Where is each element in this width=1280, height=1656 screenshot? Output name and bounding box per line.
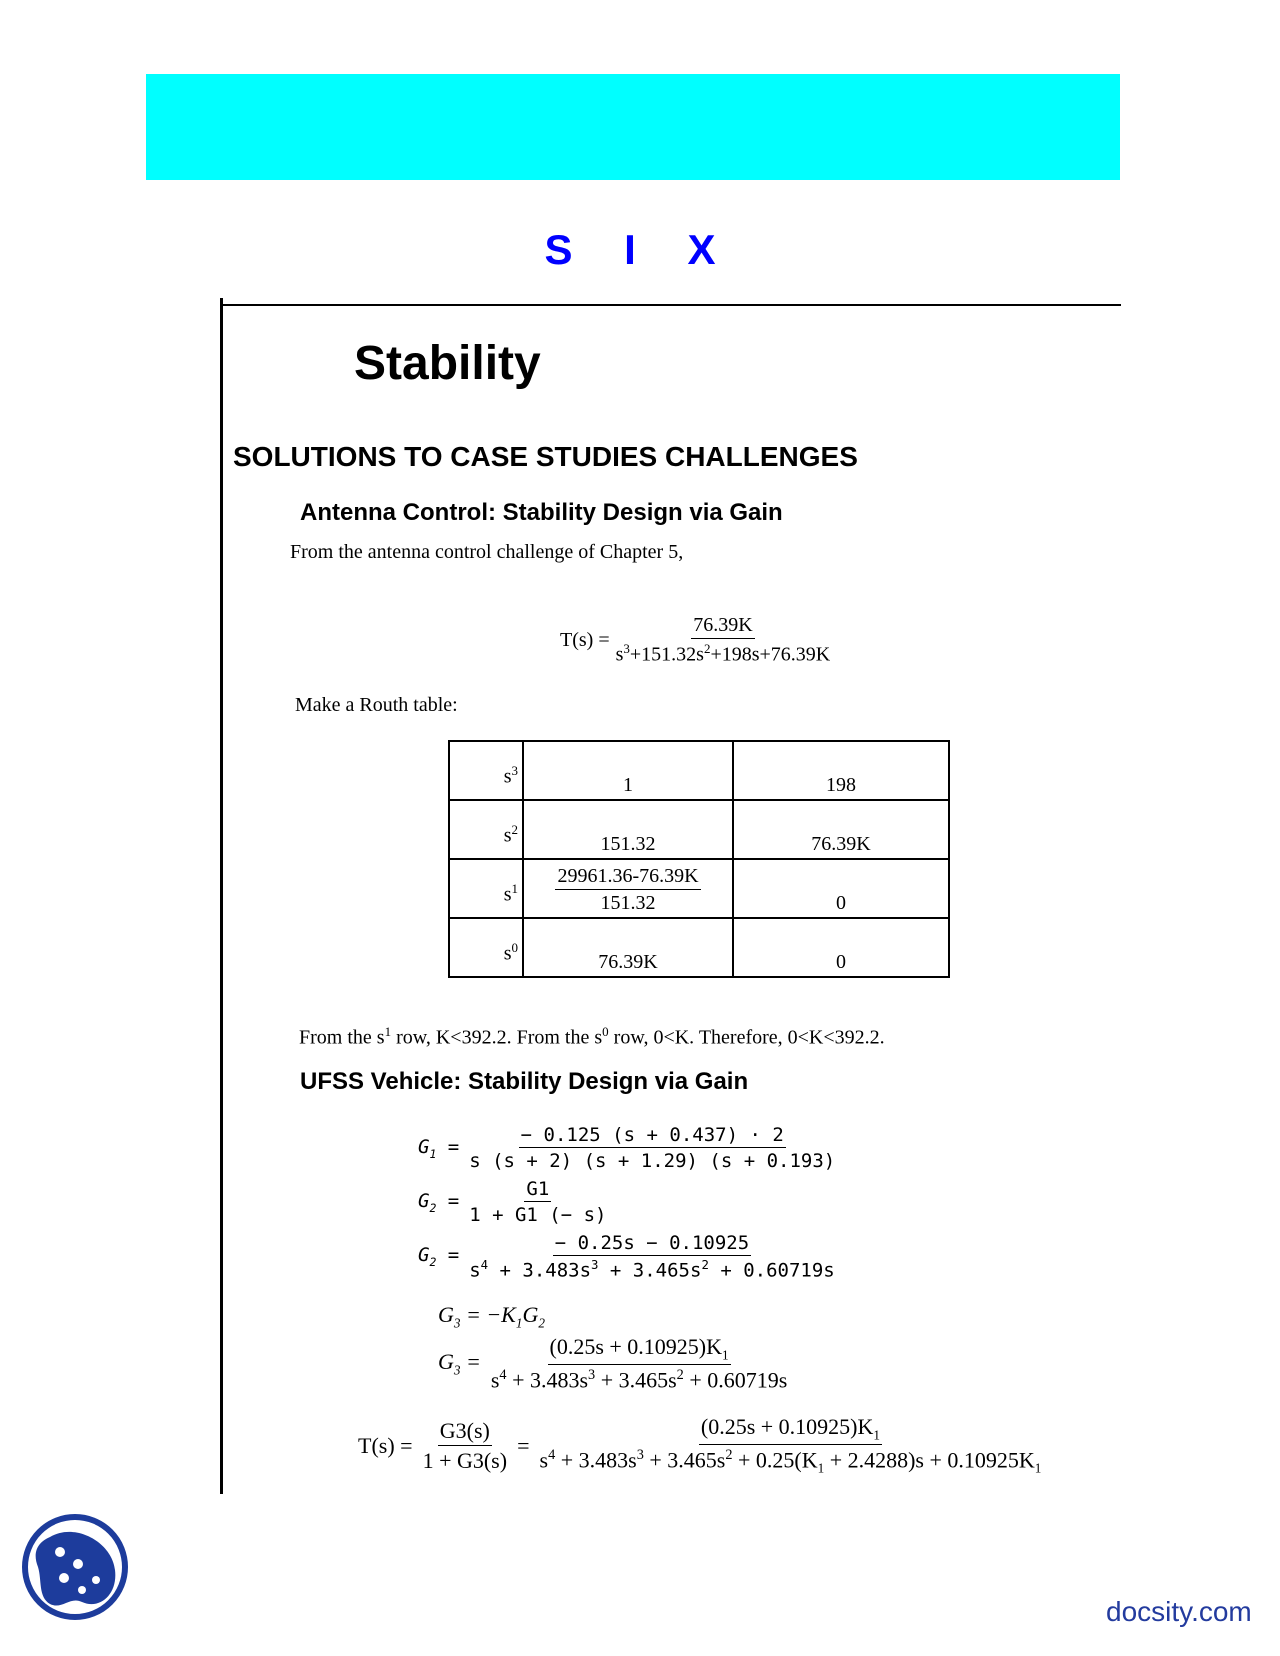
eq-equals: = — [517, 1432, 530, 1458]
table-cell: 0 — [733, 859, 949, 918]
equation-closed-loop — [358, 1414, 1043, 1477]
eq-denominator: s (s + 2) (s + 1.29) (s + 0.193) — [469, 1150, 836, 1172]
tf-fraction — [614, 614, 833, 667]
eq-numerator: $(0.25s + 0.10925)K_1$ — [699, 1414, 882, 1445]
docsity-logo-icon — [20, 1512, 130, 1622]
equation-g2-expanded — [418, 1232, 837, 1281]
eq-numerator: G3(s) — [438, 1418, 492, 1446]
routh-table — [448, 740, 950, 978]
eq-numerator: − 0.125 (s + 0.437) · 2 — [520, 1124, 784, 1146]
eq-lhs: $G_3$ = — [438, 1349, 481, 1378]
eq-numerator: − 0.25s − 0.10925 — [554, 1232, 750, 1254]
row-label: $s^3$ — [449, 741, 523, 800]
antenna-conclusion: From the $s^1$ row, K<392.2. From the $s^0$ row, 0<K. Therefore, 0<K<392.2. — [299, 1024, 885, 1049]
eq-lhs: $G_2$ = — [418, 1244, 460, 1270]
ufss-heading: UFSS Vehicle: Stability Design via Gain — [300, 1068, 749, 1095]
antenna-intro: From the antenna control challenge of Chapter 5, — [290, 541, 684, 563]
table-row — [449, 918, 949, 977]
eq-denominator: $s^4 + 3.483s^3 + 3.465s^2 + 0.60719s$ — [490, 1367, 788, 1393]
table-cell: 151.32 — [523, 800, 733, 859]
title-rule — [223, 304, 1121, 306]
cell-numerator: 29961.36-76.39K — [555, 865, 700, 890]
header-banner — [146, 74, 1120, 180]
tf-lhs: T(s) = — [560, 628, 610, 651]
chapter-title: Stability — [354, 337, 541, 390]
row-label: $s^1$ — [449, 859, 523, 918]
table-cell: 198 — [733, 741, 949, 800]
equation-g2-definition — [418, 1178, 608, 1226]
margin-rule — [220, 298, 223, 1494]
table-cell: 0 — [733, 918, 949, 977]
table-row — [449, 800, 949, 859]
table-cell: 1 — [523, 741, 733, 800]
eq-fraction — [489, 1334, 789, 1394]
section-heading: SOLUTIONS TO CASE STUDIES CHALLENGES — [233, 441, 858, 472]
table-cell: 76.39K — [733, 800, 949, 859]
eq-fraction — [467, 1124, 837, 1172]
eq-lhs: $G_1$ = — [418, 1135, 460, 1161]
eq-denominator: $s^4 + 3.483s^3 + 3.465s^2 + 0.25(K_1 + 2.4288)s + 0.10925K_1$ — [539, 1447, 1042, 1477]
equation-g1 — [418, 1124, 837, 1172]
equation-g3-expanded — [438, 1334, 789, 1394]
eq-denominator: $s^4 + 3.483s^3 + 3.465s^2 + 0.60719s$ — [469, 1258, 835, 1282]
eq-fraction — [467, 1178, 608, 1226]
eq-lhs: T(s) = — [358, 1432, 413, 1458]
eq-denominator: 1 + G1 (− s) — [469, 1204, 607, 1226]
eq-fraction — [538, 1414, 1044, 1477]
chapter-number: S I X — [544, 226, 736, 273]
tf-denominator: $s^3+151.32s^2+198s+76.39K$ — [615, 641, 831, 666]
docsity-brand[interactable]: docsity.com — [1106, 1596, 1252, 1627]
eq-numerator: G1 — [526, 1178, 550, 1200]
cell-denominator: 151.32 — [600, 892, 656, 914]
eq-lhs: $G_2$ = — [418, 1189, 460, 1215]
table-cell — [523, 859, 733, 918]
tf-numerator: 76.39K — [691, 614, 754, 639]
equation-g3-definition: $G_3 = -K_1G_2$ — [438, 1302, 545, 1331]
routh-intro: Make a Routh table: — [295, 694, 458, 716]
eq-numerator: $(0.25s + 0.10925)K_1$ — [548, 1334, 731, 1365]
transfer-function-equation — [560, 614, 832, 667]
eq-denominator: 1 + G3(s) — [422, 1447, 508, 1473]
table-row — [449, 859, 949, 918]
table-row — [449, 741, 949, 800]
table-cell: 76.39K — [523, 918, 733, 977]
antenna-heading: Antenna Control: Stability Design via Gain — [300, 499, 783, 526]
row-label: $s^0$ — [449, 918, 523, 977]
row-label: $s^2$ — [449, 800, 523, 859]
cell-fraction — [555, 865, 700, 915]
eq-fraction — [421, 1418, 510, 1474]
eq-fraction — [467, 1232, 837, 1281]
